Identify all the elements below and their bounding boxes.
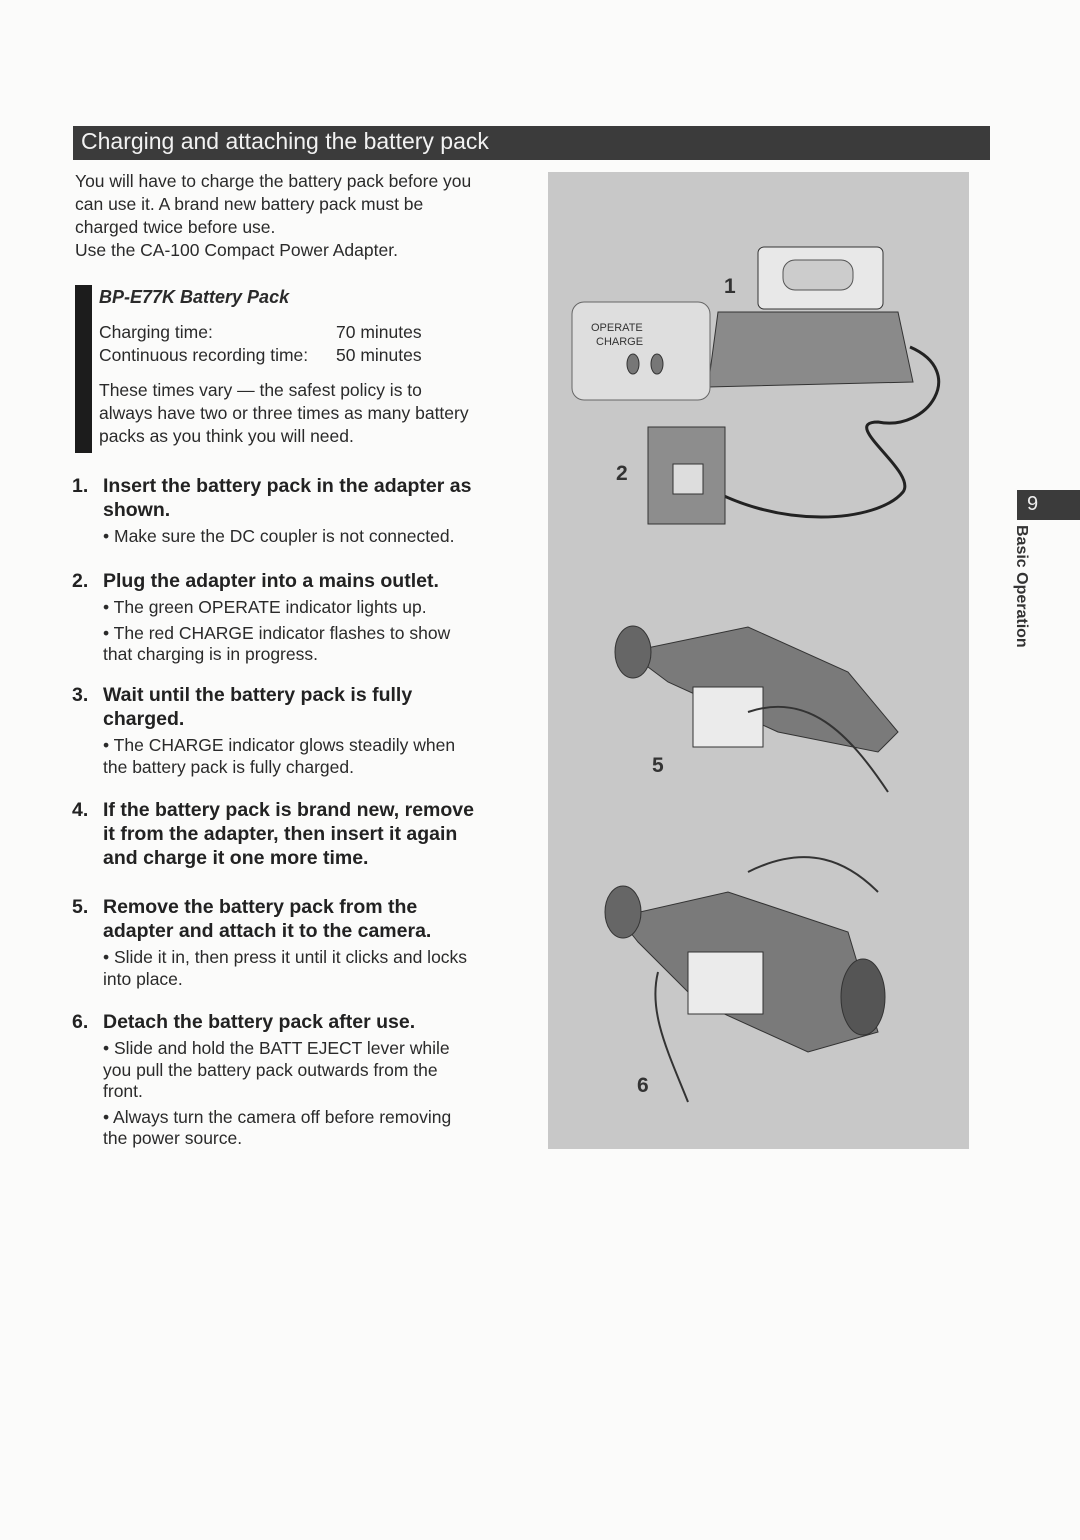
step-4 — [72, 798, 474, 870]
bullet-line: • Make sure the DC coupler is not connected. — [103, 526, 455, 546]
row-value: 70 minutes — [336, 322, 422, 342]
section-title-bar — [73, 126, 990, 160]
step-heading — [72, 683, 455, 731]
bullet-line: the power source. — [103, 1128, 243, 1148]
intro-line: You will have to charge the battery pack before you — [75, 171, 472, 191]
chapter-tab — [1017, 490, 1080, 520]
bullet-line: • Always turn the camera off before removing — [103, 1106, 452, 1127]
step-heading-line: and charge it one more time. — [103, 847, 369, 869]
figure-number: 5 — [652, 754, 664, 777]
charge-indicator — [651, 354, 663, 374]
camera-detach-illustration — [605, 857, 885, 1102]
step-bullet — [103, 1107, 451, 1150]
step-heading-line: Wait until the battery pack is fully — [103, 684, 413, 706]
step-5 — [72, 895, 468, 990]
step-heading-line: If the battery pack is brand new, remove — [103, 799, 474, 821]
step-heading-line: adapter and attach it to the camera. — [103, 920, 432, 942]
charge-label: CHARGE — [596, 336, 644, 348]
illustration-panel — [548, 172, 969, 1149]
step-heading-line: shown. — [103, 499, 171, 521]
chapter-label: Basic Operation — [1013, 525, 1030, 648]
battery-illustrations — [548, 172, 969, 1149]
row-value: 50 minutes — [336, 345, 422, 365]
step-number: 1. — [72, 475, 89, 497]
intro-line: Use the CA-100 Compact Power Adapter. — [75, 240, 398, 260]
section-title: Charging and attaching the battery pack — [81, 128, 489, 154]
step-3 — [72, 683, 456, 778]
row-label: Continuous recording time: — [99, 345, 309, 365]
step-heading — [72, 895, 467, 943]
step-heading-line: Insert the battery pack in the adapter as — [103, 475, 472, 497]
bullet-line: into place. — [103, 968, 183, 989]
step-6 — [72, 1010, 452, 1150]
bullet-line: • The red CHARGE indicator flashes to show — [103, 622, 451, 643]
step-heading — [72, 1010, 451, 1034]
step-heading-line: it from the adapter, then insert it again — [103, 823, 458, 845]
intro-line: charged twice before use. — [75, 217, 276, 237]
step-1 — [72, 474, 472, 548]
bullet-line: • Slide and hold the BATT EJECT lever while — [103, 1038, 450, 1058]
figure-number: 1 — [724, 275, 736, 298]
intro — [75, 170, 471, 262]
step-heading-line: Detach the battery pack after use. — [103, 1011, 416, 1033]
step-number: 2. — [72, 570, 89, 592]
intro-line: can use it. A brand new battery pack must be — [75, 194, 424, 214]
step-number: 6. — [72, 1011, 89, 1033]
operate-label: OPERATE — [591, 322, 643, 334]
note-line: always have two or three times as many battery — [99, 403, 469, 423]
step-heading-line: charged. — [103, 708, 185, 730]
bullet-line: • The green OPERATE indicator lights up. — [103, 597, 427, 617]
step-number: 4. — [72, 799, 89, 821]
bullet-line: front. — [103, 1081, 143, 1101]
bullet-line: that charging is in progress. — [103, 644, 318, 664]
step-heading — [72, 569, 450, 593]
operate-indicator — [627, 354, 639, 374]
note-row — [99, 344, 469, 367]
bullet-line: you pull the battery pack outwards from the — [103, 1059, 438, 1080]
step-bullet — [103, 1038, 451, 1103]
step-number: 5. — [72, 896, 89, 918]
step-bullet — [103, 947, 467, 990]
battery-pack — [693, 687, 763, 747]
note-line: packs as you think you will need. — [99, 426, 354, 446]
note-sidebar-bar — [75, 285, 92, 453]
indicator-callout — [572, 302, 710, 400]
note-heading: BP-E77K Battery Pack — [99, 287, 290, 307]
step-bullet — [103, 735, 455, 778]
bullet-line: • Slide it in, then press it until it clicks and locks — [103, 947, 468, 967]
note-line: These times vary — the safest policy is to — [99, 380, 422, 400]
step-heading-line: Remove the battery pack from the — [103, 896, 418, 918]
step-number: 3. — [72, 684, 89, 706]
step-bullet — [103, 597, 450, 619]
step-bullet — [103, 526, 471, 548]
note-text — [99, 379, 469, 448]
note-row — [99, 321, 469, 344]
bullet-line: • The CHARGE indicator glows steadily when — [103, 735, 456, 755]
figure-number: 6 — [637, 1074, 649, 1097]
bullet-line: the battery pack is fully charged. — [103, 756, 354, 777]
step-heading-line: Plug the adapter into a mains outlet. — [103, 570, 439, 592]
figure-number: 2 — [616, 462, 628, 485]
chapter-number: 9 — [1027, 493, 1039, 515]
step-heading — [72, 474, 472, 522]
step-bullet — [103, 623, 450, 666]
step-2 — [72, 569, 451, 666]
battery-note — [99, 286, 469, 448]
step-heading — [72, 798, 474, 870]
row-label: Charging time: — [99, 322, 213, 342]
battery-pack — [688, 952, 763, 1014]
